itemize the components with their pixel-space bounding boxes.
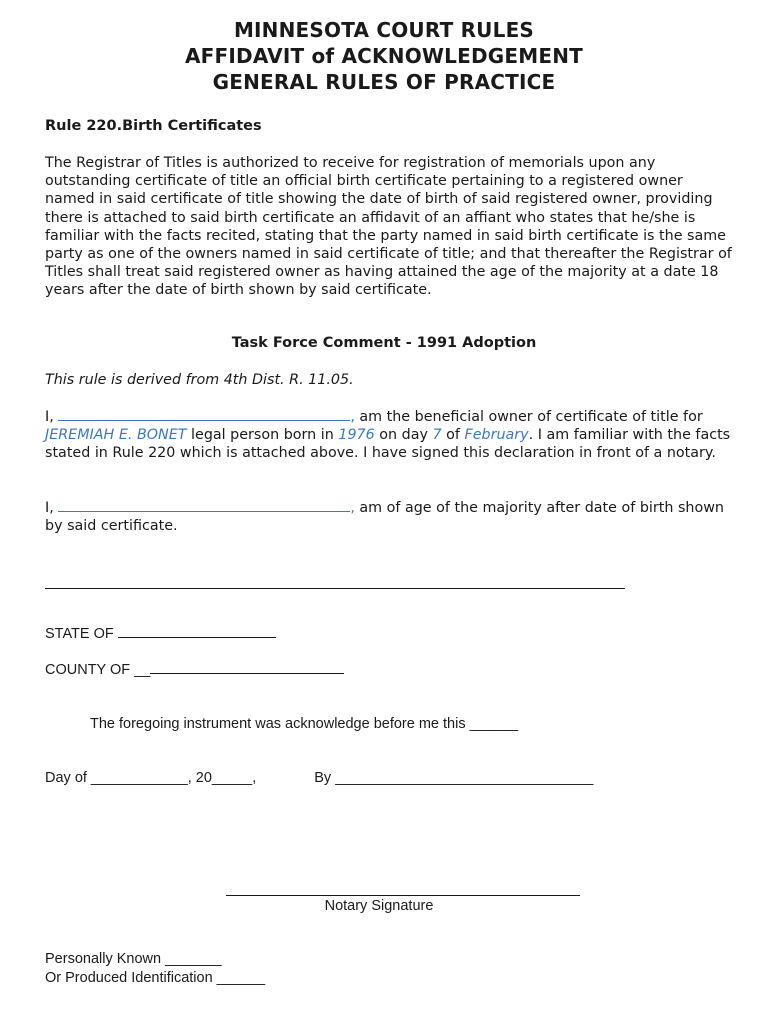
holder-name-field[interactable]: JEREMIAH E. BONET [45, 427, 187, 444]
birth-month-field[interactable]: February [464, 427, 529, 444]
notary-signature-label: Notary Signature [324, 898, 434, 914]
date-row [45, 770, 593, 786]
signature-line[interactable] [45, 588, 625, 589]
rule-heading: Rule 220.Birth Certificates [45, 118, 262, 134]
declaration-comma: , [350, 409, 355, 425]
comment-title: Task Force Comment - 1991 Adoption [231, 335, 537, 351]
produced-identification-field[interactable]: Or Produced Identification ______ [45, 970, 266, 986]
state-field[interactable] [118, 625, 276, 638]
birth-year-field[interactable]: 1976 [338, 427, 375, 444]
declaration-i-prefix: I, [45, 409, 59, 425]
county-label: COUNTY OF __ [45, 662, 151, 678]
title-line-2: AFFIDAVIT of ACKNOWLEDGEMENT [185, 44, 583, 68]
personally-known-field[interactable]: Personally Known _______ [45, 951, 222, 967]
declaration-text-a: am the beneficial owner of certificate of title for [354, 409, 703, 425]
declaration-paragraph [45, 408, 735, 463]
comment-text: This rule is derived from 4th Dist. R. 11.05. [45, 372, 354, 388]
foregoing-statement: The foregoing instrument was acknowledge before me this ______ [90, 716, 519, 732]
state-row [45, 625, 276, 642]
title-line-3: GENERAL RULES OF PRACTICE [212, 70, 556, 94]
county-field[interactable] [150, 661, 344, 674]
declaration-text-e: . I am familiar with the facts stated in Rule 220 which is attached above. I have signed this declaration in front of a notary. [45, 427, 731, 462]
birth-day-field[interactable]: 7 [432, 427, 442, 444]
document-title [0, 17, 768, 95]
state-label: STATE OF [45, 626, 118, 642]
notary-signature-line[interactable] [226, 895, 580, 896]
by-field[interactable]: By ________________________________ [314, 770, 594, 786]
county-row [45, 661, 344, 678]
title-line-1: MINNESOTA COURT RULES [233, 18, 535, 42]
declaration-text-c: on day [374, 427, 433, 444]
age-text: am of age of the majority after date of birth shown by said certificate. [45, 500, 724, 535]
owner-name-field[interactable] [58, 408, 350, 421]
rule-body: The Registrar of Titles is authorized to receive for registration of memorials upon any outstanding certificate of title an official birth certificate pertaining to a registered owner named in said certificate of title showing the date of birth of said registered owner, providing there is attached to said birth certificate an affidavit of an affiant who states that he/she is familiar with the facts recited, stating that the party named in said birth certificate is the same party as one of the owners named in said certificate of title; and that thereafter the Registrar of Titles shall treat said registered owner as having attained the age of the majority at a date 18 years after the date of birth shown by said certificate. [45, 155, 732, 299]
age-name-field[interactable] [58, 499, 350, 512]
day-of-field[interactable]: Day of ____________, 20_____, [45, 770, 257, 786]
age-comma: , [350, 500, 355, 516]
declaration-text-d: of [441, 427, 465, 444]
age-statement [45, 499, 735, 535]
declaration-text-b: legal person born in [186, 427, 339, 444]
age-i-prefix: I, [45, 500, 59, 516]
